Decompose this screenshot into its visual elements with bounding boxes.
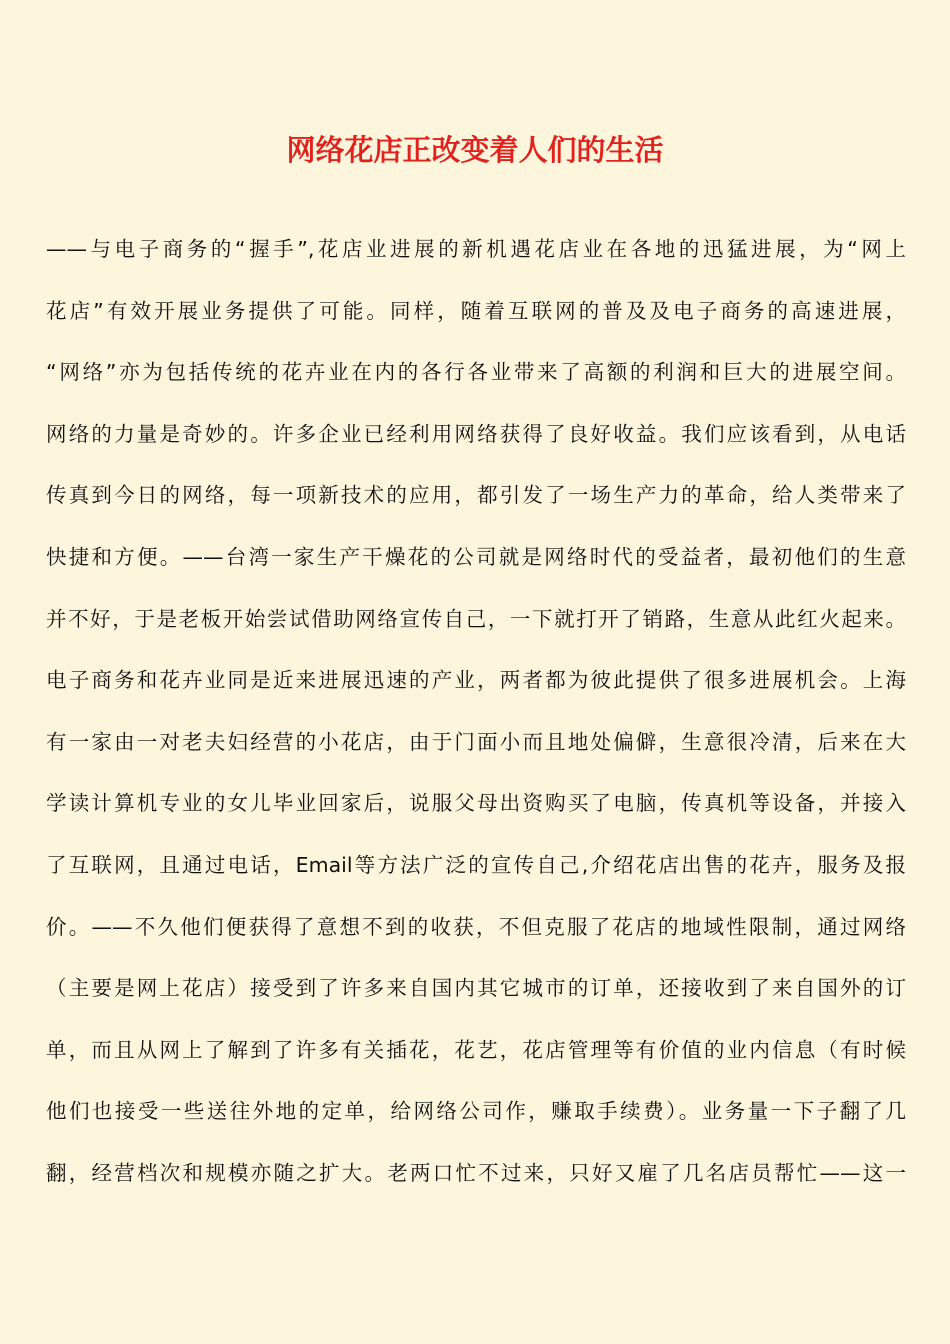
text-line: 他们也接受一些送往外地的定单，给网络公司作，赚取手续费）。业务量一下子翻了几 bbox=[46, 1099, 906, 1124]
text-line: 网络的力量是奇妙的。许多企业已经利用网络获得了良好收益。我们应该看到，从电话 bbox=[46, 421, 906, 446]
text-line: 并不好，于是老板开始尝试借助网络宣传自己，一下就打开了销路，生意从此红火起来。 bbox=[46, 606, 906, 631]
text-line: 传真到今日的网络，每一项新技术的应用，都引发了一场生产力的革命，给人类带来了 bbox=[46, 483, 906, 508]
document-body bbox=[46, 219, 906, 1205]
text-line: 电子商务和花卉业同是近来进展迅速的产业，两者都为彼此提供了很多进展机会。上海 bbox=[46, 668, 906, 693]
text-line: ——与电子商务的“握手”,花店业进展的新机遇花店业在各地的迅猛进展，为“网上 bbox=[46, 237, 906, 261]
text-line: 了互联网，且通过电话，Email等方法广泛的宣传自己,介绍花店出售的花卉，服务及报 bbox=[46, 852, 906, 877]
document-title: 网络花店正改变着人们的生活 bbox=[286, 133, 664, 167]
text-line: 花店”有效开展业务提供了可能。同样，随着互联网的普及及电子商务的高速进展， bbox=[46, 298, 906, 323]
text-line: 翻，经营档次和规模亦随之扩大。老两口忙不过来，只好又雇了几名店员帮忙——这一 bbox=[46, 1160, 906, 1185]
text-line: “网络”亦为包括传统的花卉业在内的各行各业带来了高额的利润和巨大的进展空间。 bbox=[46, 360, 906, 385]
text-line: 快捷和方便。——台湾一家生产干燥花的公司就是网络时代的受益者，最初他们的生意 bbox=[46, 544, 906, 569]
text-line: 价。——不久他们便获得了意想不到的收获，不但克服了花店的地域性限制，通过网络 bbox=[46, 914, 906, 939]
text-line: 单，而且从网上了解到了许多有关插花，花艺，花店管理等有价值的业内信息（有时候 bbox=[46, 1037, 906, 1062]
text-line: 学读计算机专业的女儿毕业回家后，说服父母出资购买了电脑，传真机等设备，并接入 bbox=[46, 791, 906, 816]
text-line: 有一家由一对老夫妇经营的小花店，由于门面小而且地处偏僻，生意很冷清，后来在大 bbox=[46, 729, 906, 754]
text-line: （主要是网上花店）接受到了许多来自国内其它城市的订单，还接收到了来自国外的订 bbox=[46, 976, 906, 1001]
